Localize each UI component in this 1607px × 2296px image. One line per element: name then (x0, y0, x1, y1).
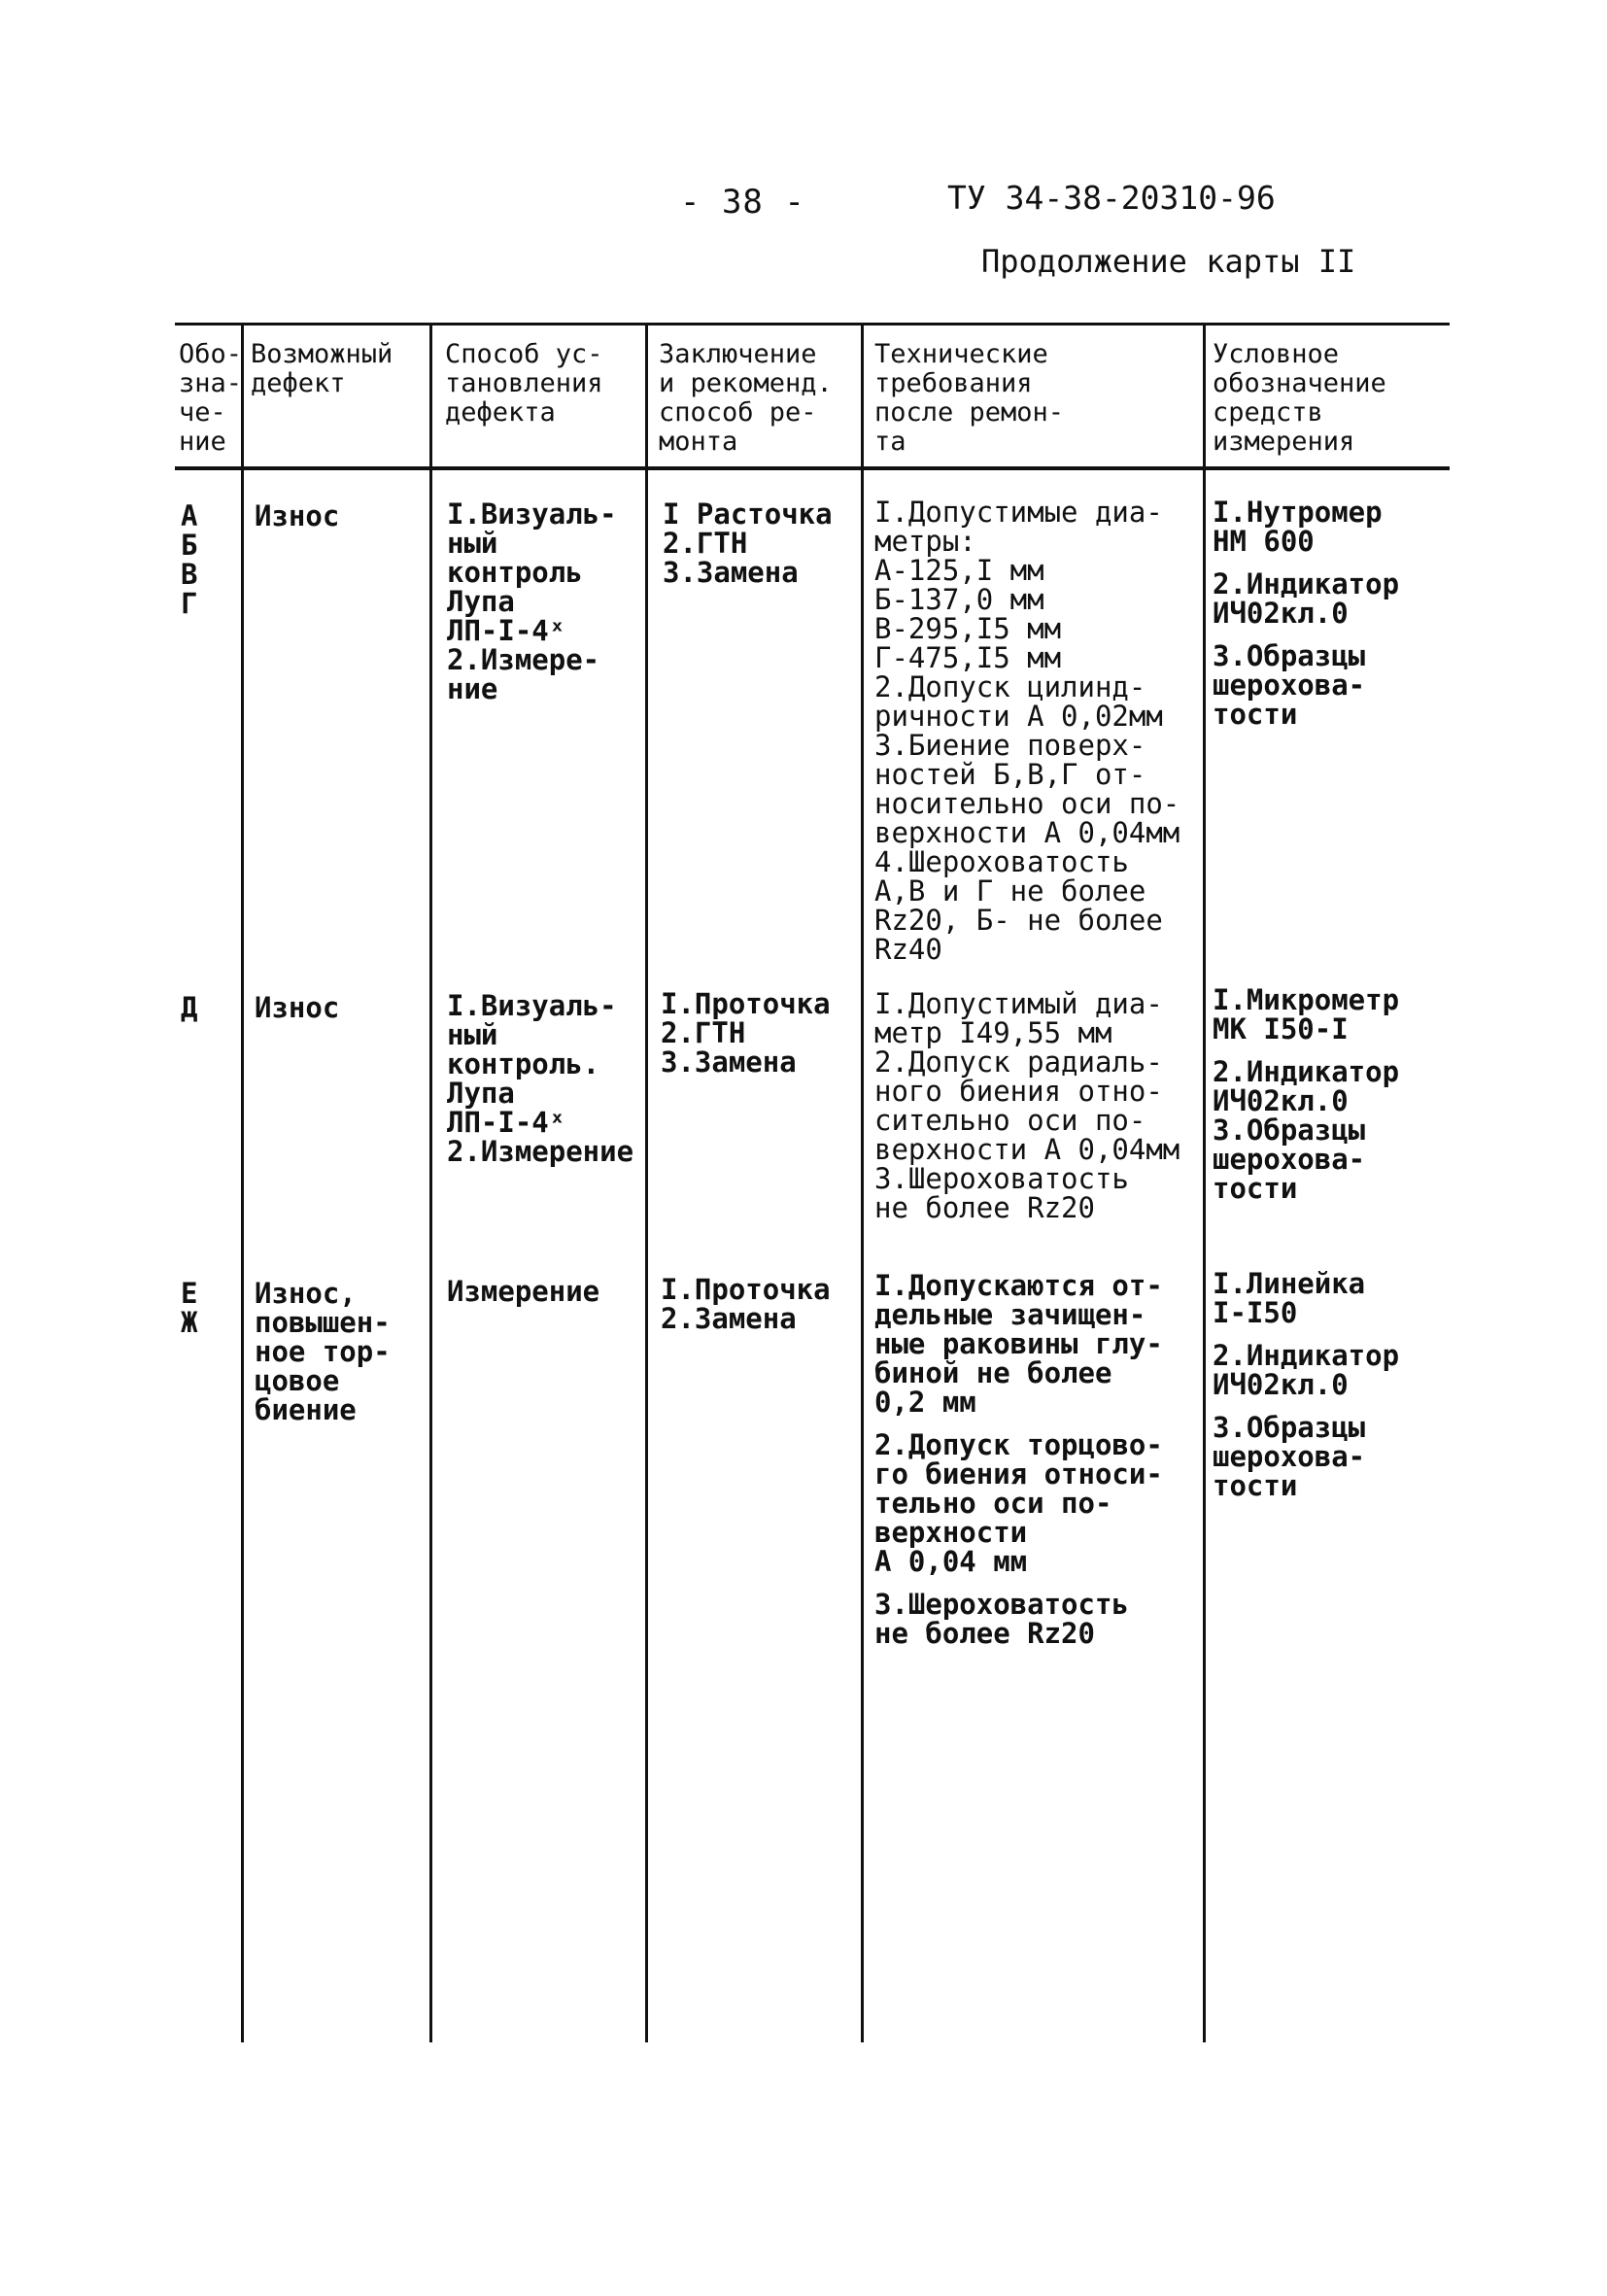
column-header-instruments: Условное обозначение средств измерения (1213, 339, 1386, 457)
column-divider-1 (241, 323, 244, 2042)
row-1-requirements: I.Допустимые диа- метры: А-125,I мм Б-137,0 мм В-295,I5 мм Г-475,I5 мм 2.Допуск цилинд- ричности А 0,02мм 3.Биение поверх- ностей Б,В,Г от- носительно оси по- верхности А 0,04мм 4.Шероховатость А,В и Г не более Rz20, Б- не более Rz40 (874, 496, 1180, 966)
continuation-title: Продолжение карты II (981, 243, 1356, 280)
row-1-conclusion: I Расточка 2.ГТН 3.Замена (663, 497, 833, 589)
header-bottom-border (175, 466, 1450, 470)
column-divider-2 (429, 323, 432, 2042)
column-header-requirements: Технические требования после ремон- та (874, 339, 1065, 457)
row-3-designation: Е Ж (181, 1277, 198, 1339)
row-1-instruments: I.Нутромер НМ 600 2.Индикатор ИЧ02кл.0 3.Образцы шерохова- тости (1213, 496, 1400, 731)
column-divider-5 (1203, 323, 1206, 2042)
column-header-defect: Возможный дефект (251, 339, 393, 398)
row-2-method: I.Визуаль- ный контроль. Лупа ЛП-I-4ˣ 2.Измерение (447, 989, 634, 1168)
table-top-border (175, 323, 1450, 326)
page-number: - 38 - (680, 183, 805, 222)
row-3-method: Измерение (447, 1275, 600, 1308)
column-divider-4 (861, 323, 864, 2042)
row-1-designation: А Б В Г (181, 499, 198, 620)
row-3-instruments: I.Линейка I-I50 2.Индикатор ИЧ02кл.0 3.Образцы шерохова- тости (1213, 1267, 1400, 1502)
row-3-requirements: I.Допускаются от- дельные зачищен- ные раковины глу- биной не более 0,2 мм 2.Допуск торцово- го биения относи- тельно оси по- верхности А 0,04 мм 3.Шероховатость не более Rz20 (874, 1269, 1163, 1650)
column-header-designation: Обо- зна- че- ние (179, 339, 243, 457)
row-2-defect: Износ (255, 991, 340, 1024)
column-header-method: Способ ус- тановления дефекта (445, 339, 603, 428)
row-1-defect: Износ (255, 499, 340, 532)
row-2-instruments: I.Микрометр МК I50-I 2.Индикатор ИЧ02кл.0 3.Образцы шерохова- тости (1213, 983, 1400, 1205)
row-2-conclusion: I.Проточка 2.ГТН 3.Замена (661, 987, 831, 1079)
row-3-conclusion: I.Проточка 2.Замена (661, 1273, 831, 1335)
row-2-designation: Д (181, 991, 198, 1024)
column-header-conclusion: Заключение и рекоменд. способ ре- монта (659, 339, 833, 457)
column-divider-3 (645, 323, 648, 2042)
row-3-defect: Износ, повышен- ное тор- цовое биение (255, 1277, 391, 1426)
document-code: ТУ 34-38-20310-96 (947, 179, 1276, 217)
row-1-method: I.Визуаль- ный контроль Лупа ЛП-I-4ˣ 2.Измере- ние (447, 497, 617, 705)
row-2-requirements: I.Допустимый диа- метр I49,55 мм 2.Допуск радиаль- ного биения отно- сительно оси по- верхности А 0,04мм 3.Шероховатость не более Rz20 (874, 987, 1180, 1224)
